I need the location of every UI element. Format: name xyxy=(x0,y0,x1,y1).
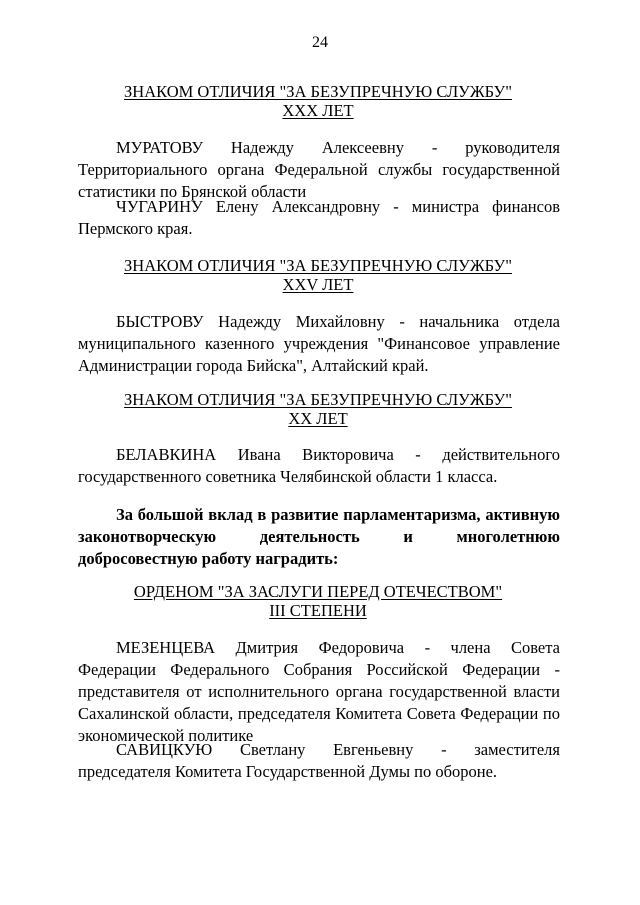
section-heading-order xyxy=(78,582,558,620)
award-recipient-paragraph: БЕЛАВКИНА Ивана Викторовича - действительного государственного советника Челябинской области 1 класса. xyxy=(78,445,560,486)
heading-subtitle: XXX ЛЕТ xyxy=(282,101,354,120)
award-recipient-paragraph: ЧУГАРИНУ Елену Александровну - министра финансов Пермского края. xyxy=(78,197,560,238)
section-heading-20-years xyxy=(78,390,558,428)
award-recipient-paragraph: МЕЗЕНЦЕВА Дмитрия Федоровича - члена Совета Федерации Федерального Собрания Российской Федерации - представителя от исполнительного органа государственной власти Сахалинской области, председателя Комитета Совета Федерации по экономической политике xyxy=(78,638,560,745)
award-intro-paragraph: За большой вклад в развитие парламентаризма, активную законотворческую деятельность и многолетнюю добросовестную работу наградить: xyxy=(78,505,560,568)
heading-title: ЗНАКОМ ОТЛИЧИЯ "ЗА БЕЗУПРЕЧНУЮ СЛУЖБУ" xyxy=(124,82,512,101)
award-recipient-paragraph: САВИЦКУЮ Светлану Евгеньевну - заместителя председателя Комитета Государственной Думы по обороне. xyxy=(78,740,560,781)
section-heading-25-years xyxy=(78,256,558,294)
section-heading-30-years xyxy=(78,82,558,120)
heading-subtitle: III СТЕПЕНИ xyxy=(269,601,367,620)
heading-subtitle: XX ЛЕТ xyxy=(288,409,348,428)
award-recipient-paragraph: МУРАТОВУ Надежду Алексеевну - руководителя Территориального органа Федеральной службы государственной статистики по Брянской области xyxy=(78,138,560,201)
heading-title: ОРДЕНОМ "ЗА ЗАСЛУГИ ПЕРЕД ОТЕЧЕСТВОМ" xyxy=(133,582,503,601)
heading-subtitle: XXV ЛЕТ xyxy=(282,275,354,294)
page-number: 24 xyxy=(312,34,328,51)
heading-title: ЗНАКОМ ОТЛИЧИЯ "ЗА БЕЗУПРЕЧНУЮ СЛУЖБУ" xyxy=(124,256,512,275)
heading-title: ЗНАКОМ ОТЛИЧИЯ "ЗА БЕЗУПРЕЧНУЮ СЛУЖБУ" xyxy=(124,390,512,409)
award-recipient-paragraph: БЫСТРОВУ Надежду Михайловну - начальника отдела муниципального казенного учреждения "Финансовое управление Администрации города Бийска", Алтайский край. xyxy=(78,312,560,375)
